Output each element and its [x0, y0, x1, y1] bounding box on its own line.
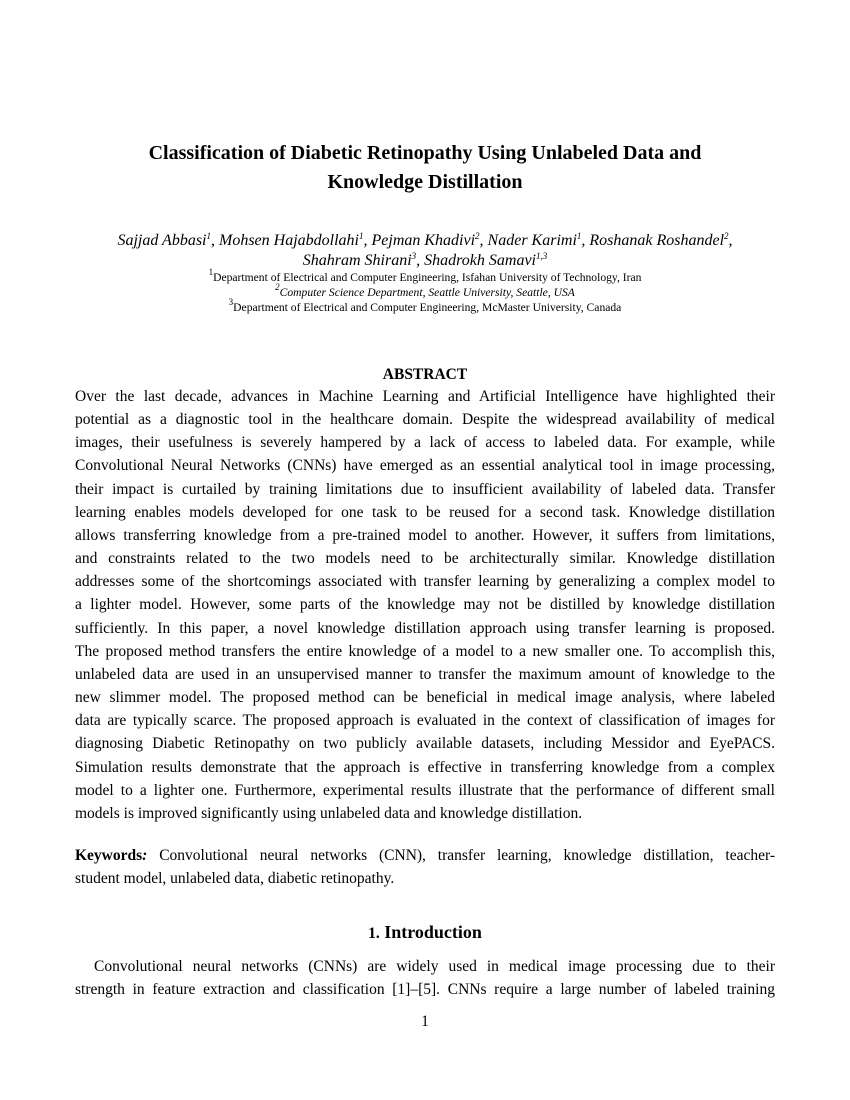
- author-line: [60, 251, 790, 271]
- affiliation-text: Department of Electrical and Computer Engineering, Isfahan University of Technology, Iran: [213, 271, 642, 284]
- abstract-line: and constraints related to the two models need to be architecturally similar. Knowledge distillation: [75, 550, 775, 568]
- abstract-body: [75, 385, 775, 825]
- affiliation-mark: 1: [208, 267, 214, 277]
- author-name: Shahram Shirani: [302, 252, 412, 269]
- author-separator: ,: [581, 232, 590, 249]
- introduction-body: [75, 955, 775, 1001]
- abstract-line: The proposed method transfers the entire knowledge of a model to a new smaller one. To accomplish this,: [75, 642, 775, 660]
- affiliation: [60, 297, 790, 316]
- abstract-line: potential as a diagnostic tool in the healthcare domain. Despite the widespread availability of medical: [75, 411, 775, 429]
- abstract-line: model to a lighter one. Furthermore, experimental results illustrate that the performance of different small: [75, 781, 775, 799]
- author-separator: ,: [363, 232, 372, 249]
- keywords-line: student model, unlabeled data, diabetic retinopathy.: [75, 870, 395, 887]
- abstract-line: sufficiently. In this paper, a novel knowledge distillation approach using transfer learning is proposed.: [75, 619, 775, 637]
- author-name: Shadrokh Samavi: [424, 252, 536, 269]
- author-affiliation-mark: 3: [411, 251, 417, 261]
- author-affiliation-mark: 2: [724, 231, 729, 241]
- affiliation-text: Department of Electrical and Computer Engineering, McMaster University, Canada: [233, 301, 622, 314]
- author-name: Sajjad Abbasi: [117, 232, 207, 249]
- author-affiliation-mark: 2: [475, 231, 480, 241]
- abstract-heading: ABSTRACT: [382, 366, 468, 383]
- abstract-line: new slimmer model. The proposed method can be beneficial in medical image analysis, where labeled: [75, 689, 775, 707]
- abstract-line: models is improved significantly using unlabeled data and knowledge distillation.: [75, 804, 583, 822]
- abstract-line: data are typically scarce. The proposed approach is evaluated in the context of classification of images for: [75, 712, 775, 730]
- section-number: 1.: [368, 925, 380, 942]
- author-separator: ,: [211, 232, 219, 249]
- section-heading-introduction: [75, 920, 775, 946]
- abstract-line: addresses some of the shortcomings associated with transfer learning by generalizing a complex model to: [75, 573, 775, 591]
- page-number: 1: [421, 1013, 429, 1030]
- author-name: Roshanak Roshandel: [589, 232, 725, 249]
- affiliation-text: Computer Science Department, Seattle University, Seattle, USA: [279, 286, 575, 299]
- abstract-line: learning enables models developed for one task to be reused for a second task. Knowledge distillation: [75, 503, 775, 521]
- abstract-line: Over the last decade, advances in Machine Learning and Artificial Intelligence have highlighted their: [75, 388, 775, 405]
- introduction-line: strength in feature extraction and classification [1]–[5]. CNNs require a large number of labeled training: [75, 981, 775, 998]
- author-separator: ,: [728, 232, 733, 249]
- abstract-line: Convolutional Neural Networks (CNNs) have emerged as an essential analytical tool in image processing,: [75, 457, 775, 475]
- author-name: Pejman Khadivi: [371, 232, 476, 249]
- affiliation-mark: 2: [275, 282, 280, 292]
- section-title: Introduction: [384, 922, 482, 942]
- abstract-line: diagnosing Diabetic Retinopathy on two publicly available datasets, including Messidor and EyePACS.: [75, 735, 775, 753]
- abstract-line: Simulation results demonstrate that the approach is effective in transferring knowledge from a complex: [75, 758, 775, 776]
- author-name: Nader Karimi: [487, 232, 577, 249]
- affiliation: [60, 267, 790, 286]
- abstract-line: a lighter model. However, some parts of the knowledge may not be distilled by knowledge distillation: [75, 596, 775, 614]
- author-affiliation-mark: 1: [359, 231, 364, 241]
- author-affiliation-mark: 1: [206, 231, 211, 241]
- author-line: [60, 231, 790, 251]
- keywords-colon: :: [142, 847, 148, 864]
- author-affiliation-mark: 1: [576, 231, 582, 241]
- keywords-block: [75, 844, 775, 890]
- author-list: [60, 231, 790, 271]
- abstract-line: unlabeled data are used in an unsupervised manner to transfer the maximum amount of knowledge to the: [75, 665, 775, 683]
- abstract-line: their impact is curtailed by training limitations due to insufficient availability of labeled data. Transfer: [75, 480, 775, 498]
- author-separator: ,: [479, 232, 488, 249]
- title-line: Classification of Diabetic Retinopathy Using Unlabeled Data and: [148, 142, 702, 164]
- author-separator: ,: [416, 252, 425, 269]
- author-name: Mohsen Hajabdollahi: [219, 232, 359, 249]
- affiliation-mark: 3: [228, 297, 234, 307]
- paper-title: [90, 139, 760, 197]
- keywords-label: Keywords: [75, 847, 143, 864]
- keywords-line: [75, 844, 775, 867]
- introduction-line: Convolutional neural networks (CNNs) are widely used in medical image processing due to their: [94, 958, 775, 975]
- title-line: Knowledge Distillation: [327, 171, 523, 193]
- abstract-line: images, their usefulness is severely hampered by a lack of access to labeled data. For example, while: [75, 434, 775, 452]
- abstract-line: allows transferring knowledge from a pre-trained model to another. However, it suffers from limitations,: [75, 526, 775, 544]
- affiliation: [60, 282, 790, 301]
- author-affiliation-mark: 1,3: [536, 251, 548, 261]
- keywords-text: Convolutional neural networks (CNN), transfer learning, knowledge distillation, teacher-: [147, 847, 775, 864]
